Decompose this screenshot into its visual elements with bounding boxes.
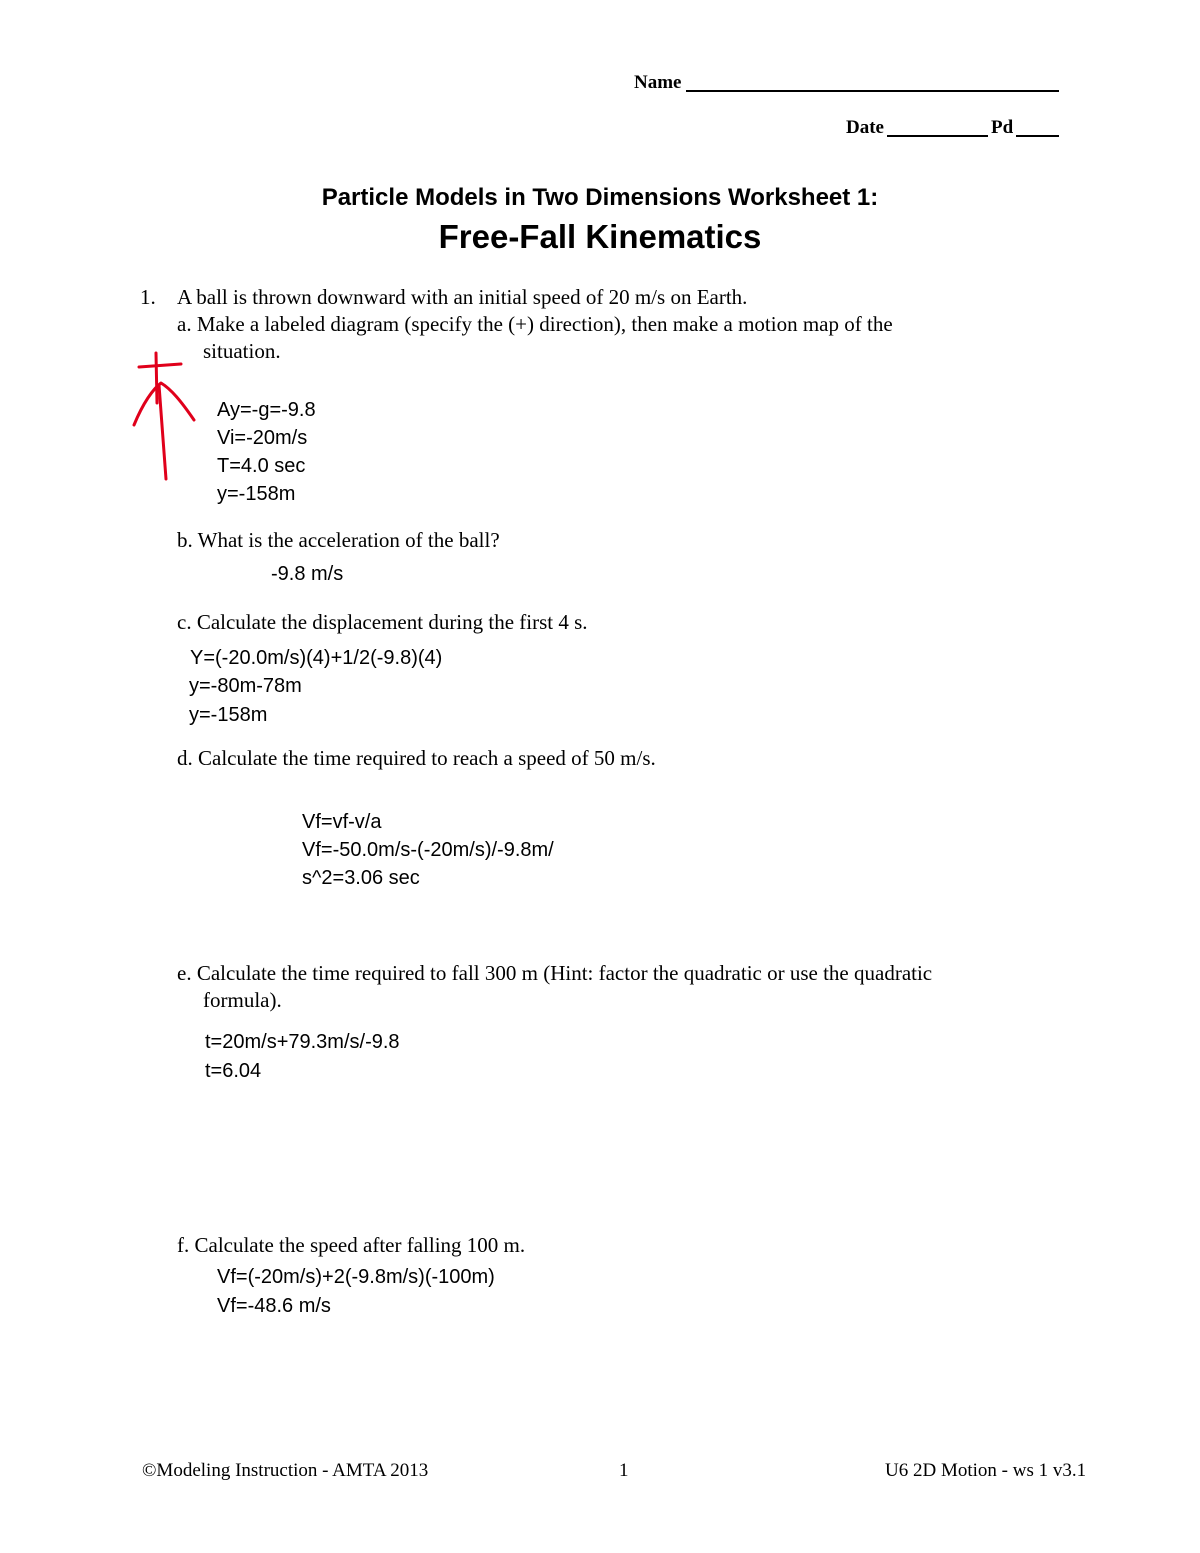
footer-document-id: U6 2D Motion - ws 1 v3.1 xyxy=(885,1460,1087,1481)
period-field[interactable] xyxy=(1016,135,1059,137)
footer-copyright: ©Modeling Instruction - AMTA 2013 xyxy=(142,1460,429,1481)
part-e-prompt-line2: formula). xyxy=(203,988,282,1012)
part-f-answer-line: Vf=(-20m/s)+2(-9.8m/s)(-100m) xyxy=(217,1266,495,1288)
part-a-answer-line: T=4.0 sec xyxy=(217,455,306,477)
part-b-answer-line: -9.8 m/s xyxy=(271,563,344,585)
part-a-answer-line: y=-158m xyxy=(217,483,296,505)
pd-label: Pd xyxy=(991,117,1014,138)
part-e-prompt-line1: e. Calculate the time required to fall 300 m (Hint: factor the quadratic or use the quadratic xyxy=(177,961,933,985)
page-number: 1 xyxy=(619,1460,629,1481)
sketch-crossbar xyxy=(139,364,181,367)
sketch-arrowhead xyxy=(134,383,194,425)
part-f-prompt: f. Calculate the speed after falling 100 m. xyxy=(177,1233,526,1257)
part-a-prompt-line1: a. Make a labeled diagram (specify the (+) direction), then make a motion map of the xyxy=(177,312,893,336)
part-a-answer-line: Ay=-g=-9.8 xyxy=(217,399,316,421)
handwritten-arrow-diagram-icon xyxy=(125,345,205,485)
part-d-prompt: d. Calculate the time required to reach a speed of 50 m/s. xyxy=(177,746,656,770)
name-field[interactable] xyxy=(686,90,1059,92)
part-a-prompt-line2: situation. xyxy=(203,339,281,363)
worksheet-title: Particle Models in Two Dimensions Worksheet 1: xyxy=(321,184,879,211)
part-a-answer-line: Vi=-20m/s xyxy=(217,427,308,449)
part-e-answer-line: t=6.04 xyxy=(205,1060,262,1082)
part-e-answer-line: t=20m/s+79.3m/s/-9.8 xyxy=(205,1031,400,1053)
date-label: Date xyxy=(846,117,884,138)
date-field[interactable] xyxy=(887,135,988,137)
part-c-answer-line: Y=(-20.0m/s)(4)+1/2(-9.8)(4) xyxy=(190,647,443,669)
sketch-shaft xyxy=(159,385,166,479)
question-number: 1. xyxy=(140,285,156,309)
part-d-answer-line: s^2=3.06 sec xyxy=(302,867,420,889)
name-label: Name xyxy=(634,72,682,93)
part-c-prompt: c. Calculate the displacement during the first 4 s. xyxy=(177,610,588,634)
part-f-answer-line: Vf=-48.6 m/s xyxy=(217,1295,331,1317)
question-prompt: A ball is thrown downward with an initial speed of 20 m/s on Earth. xyxy=(177,285,748,309)
worksheet-subtitle: Free-Fall Kinematics xyxy=(438,218,762,255)
part-b-prompt: b. What is the acceleration of the ball? xyxy=(177,528,500,552)
sketch-stem-top xyxy=(156,353,157,403)
part-c-answer-line: y=-158m xyxy=(189,704,268,726)
part-d-answer-line: Vf=-50.0m/s-(-20m/s)/-9.8m/ xyxy=(302,839,554,861)
part-c-answer-line: y=-80m-78m xyxy=(189,675,302,697)
part-d-answer-line: Vf=vf-v/a xyxy=(302,811,382,833)
